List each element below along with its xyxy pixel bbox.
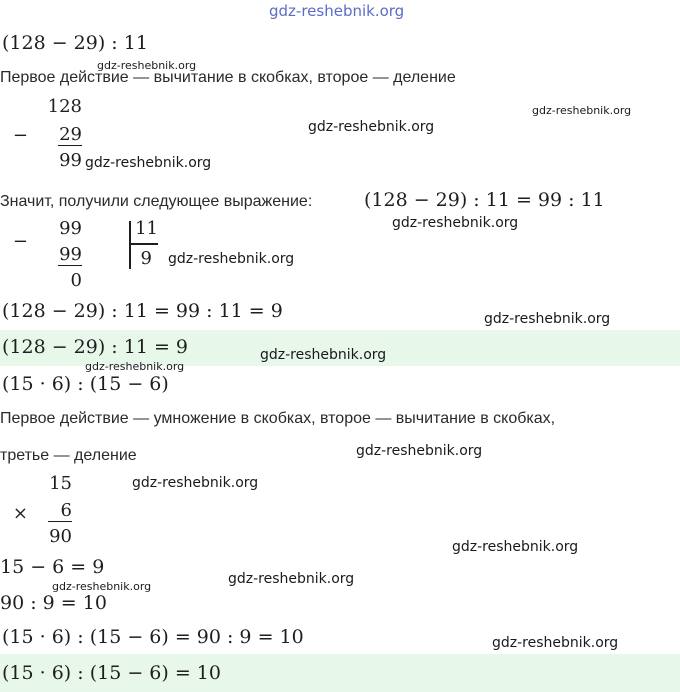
sub-subtrahend: 29 xyxy=(59,124,82,145)
top-watermark: gdz-reshebnik.org xyxy=(269,2,405,20)
problem1-answer: (128 − 29) : 11 = 9 xyxy=(2,336,189,358)
mul-factor2: 6 xyxy=(48,500,72,522)
div-dividend: 99 xyxy=(59,218,82,239)
watermark: gdz-reshebnik.org xyxy=(356,443,483,459)
problem2-step3: 90 : 9 = 10 xyxy=(0,592,107,614)
problem2-expression: (15 · 6) : (15 − 6) xyxy=(2,373,169,395)
div-quotient: 9 xyxy=(140,248,152,269)
div-remainder: 0 xyxy=(70,270,82,291)
watermark: gdz-reshebnik.org xyxy=(452,539,579,555)
mul-sign: × xyxy=(12,503,28,524)
intermediate-label: Значит, получили следующее выражение: xyxy=(0,193,313,210)
watermark: gdz-reshebnik.org xyxy=(492,635,619,651)
div-sign: − xyxy=(12,231,28,252)
watermark: gdz-reshebnik.org xyxy=(260,347,387,363)
watermark: gdz-reshebnik.org xyxy=(85,155,212,171)
problem2-step2: 15 − 6 = 9 xyxy=(0,556,105,578)
problem2-order-text-1: Первое действие — умножение в скобках, второе — вычитание в скобках, xyxy=(0,410,556,427)
problem2-full-chain: (15 · 6) : (15 − 6) = 90 : 9 = 10 xyxy=(2,626,304,648)
problem2-order-text-2: третье — деление xyxy=(0,447,137,464)
watermark-small: gdz-reshebnik.org xyxy=(85,360,185,373)
div-divisor: 11 xyxy=(135,218,158,239)
problem1-expression: (128 − 29) : 11 xyxy=(2,32,148,54)
problem1-order-text: Первое действие — вычитание в скобках, второе — деление xyxy=(0,69,456,86)
problem2-answer: (15 · 6) : (15 − 6) = 10 xyxy=(2,662,221,684)
div-subtract: 99 xyxy=(59,244,82,265)
intermediate-expression: (128 − 29) : 11 = 99 : 11 xyxy=(364,189,605,211)
watermark: gdz-reshebnik.org xyxy=(484,311,611,327)
watermark-small: gdz-reshebnik.org xyxy=(532,104,632,117)
watermark: gdz-reshebnik.org xyxy=(392,215,519,231)
problem1-full-chain: (128 − 29) : 11 = 99 : 11 = 9 xyxy=(2,300,283,322)
watermark: gdz-reshebnik.org xyxy=(228,571,355,587)
sub-minuend: 128 xyxy=(47,96,82,117)
mul-result: 90 xyxy=(49,526,72,547)
sub-sign: − xyxy=(12,125,28,146)
mul-factor1: 15 xyxy=(49,473,72,494)
division-line xyxy=(130,243,158,245)
watermark: gdz-reshebnik.org xyxy=(308,119,435,135)
watermark-small: gdz-reshebnik.org xyxy=(52,580,152,593)
watermark-small: gdz-reshebnik.org xyxy=(97,59,197,72)
sub-result: 99 xyxy=(59,150,82,171)
watermark: gdz-reshebnik.org xyxy=(168,251,295,267)
watermark: gdz-reshebnik.org xyxy=(132,475,259,491)
division-bar xyxy=(129,221,131,269)
